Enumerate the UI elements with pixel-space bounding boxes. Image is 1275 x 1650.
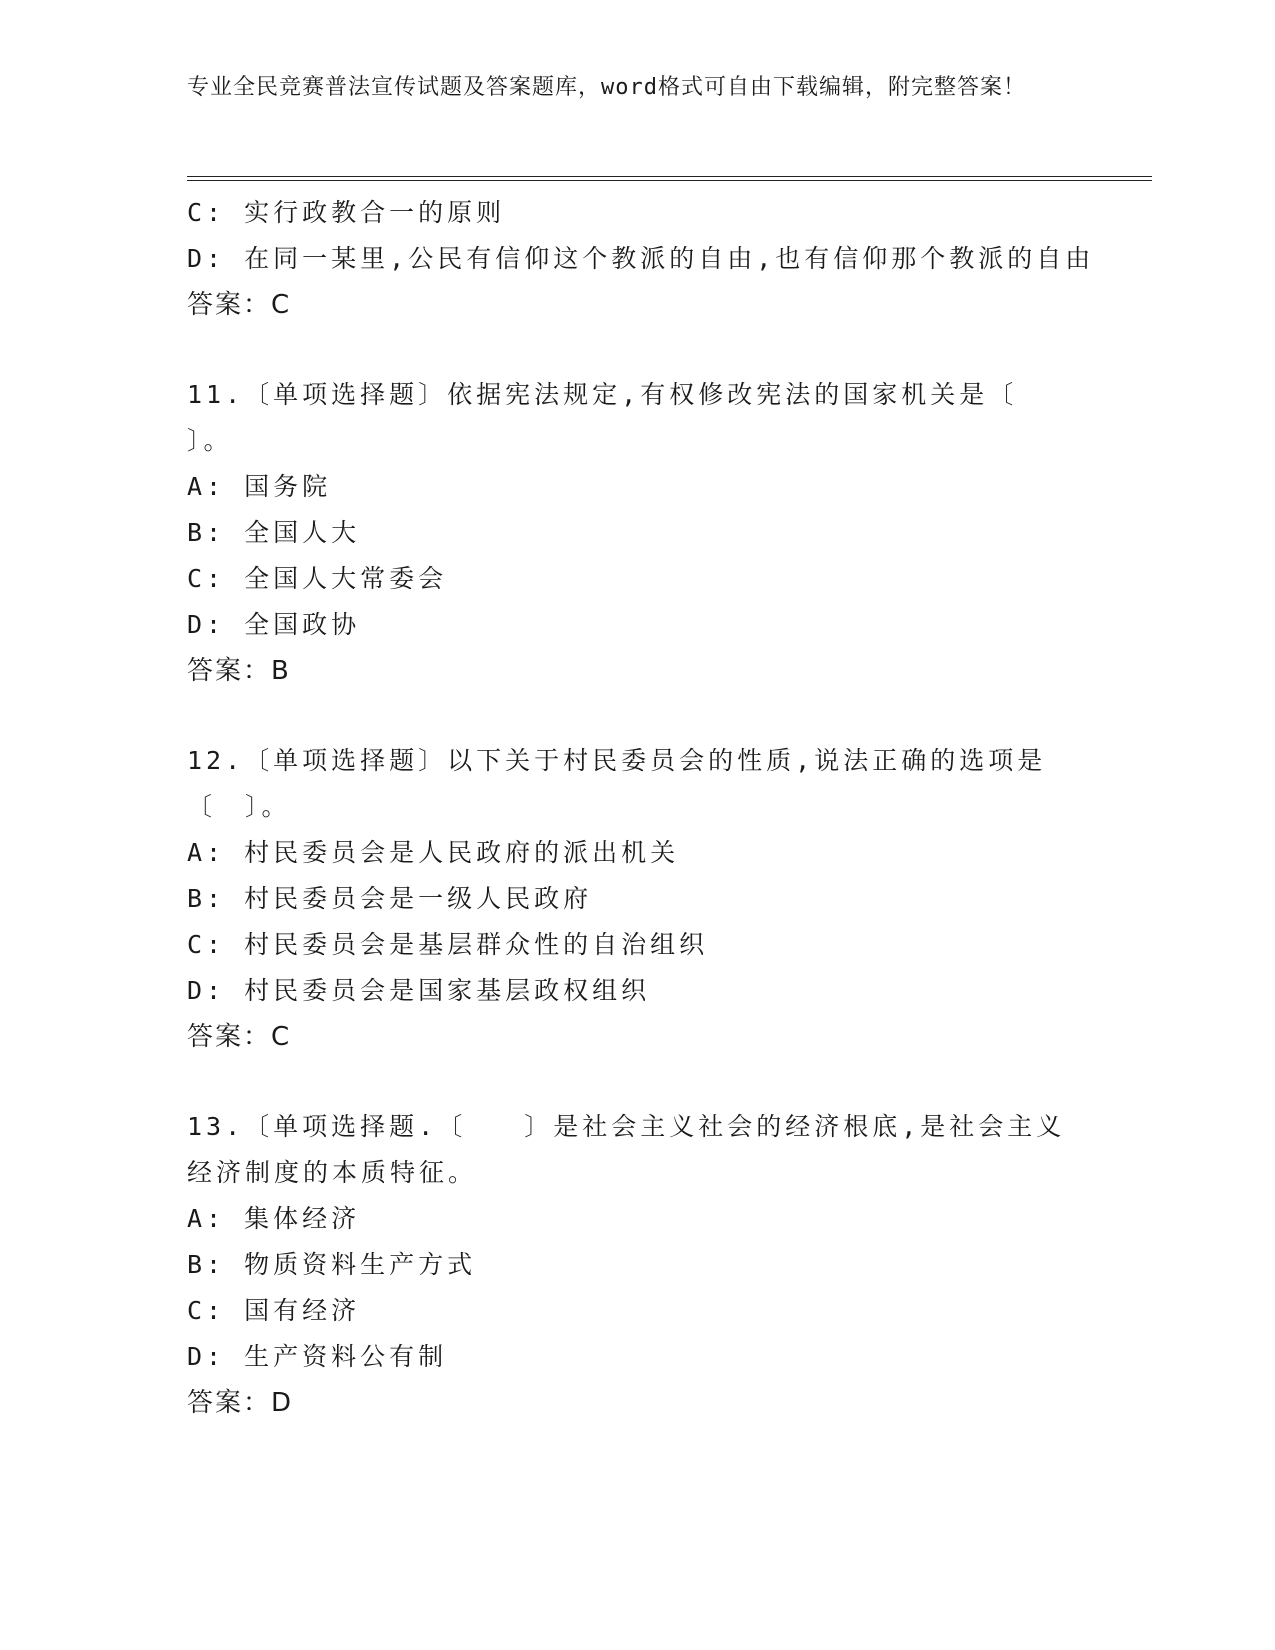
question-list	[187, 190, 1095, 1426]
option-a: A: 国务院	[187, 472, 332, 501]
page-header: 专业全民竞赛普法宣传试题及答案题库，word格式可自由下载编辑，附完整答案！	[187, 75, 1026, 100]
answer-line: 答案：B	[187, 656, 291, 686]
option-a: A: 集体经济	[187, 1204, 361, 1233]
question-stem: 11.〔单项选择题〕依据宪法规定,有权修改宪法的国家机关是〔 〕。	[187, 380, 1076, 455]
option-d: D: 村民委员会是国家基层政权组织	[187, 976, 651, 1005]
option-c: C: 国有经济	[187, 1296, 361, 1325]
question-stem: 12.〔单项选择题〕以下关于村民委员会的性质,说法正确的选项是〔 〕。	[187, 746, 1047, 821]
option-b: B: 村民委员会是一级人民政府	[187, 884, 593, 913]
option-c: C: 全国人大常委会	[187, 564, 448, 593]
option-d: D: 在同一某里,公民有信仰这个教派的自由,也有信仰那个教派的自由	[187, 244, 1095, 273]
answer-line: 答案：C	[187, 290, 292, 320]
option-b: B: 全国人大	[187, 518, 361, 547]
question-block	[187, 738, 1067, 1060]
question-continuation	[187, 190, 1095, 328]
header-divider	[187, 176, 1152, 181]
option-c: C: 实行政教合一的原则	[187, 198, 506, 227]
option-b: B: 物质资料生产方式	[187, 1250, 477, 1279]
question-stem: 13.〔单项选择题.〔 〕是社会主义社会的经济根底,是社会主义经济制度的本质特征。	[187, 1112, 1066, 1187]
option-a: A: 村民委员会是人民政府的派出机关	[187, 838, 680, 867]
option-c: C: 村民委员会是基层群众性的自治组织	[187, 930, 709, 959]
answer-line: 答案：C	[187, 1022, 292, 1052]
answer-line: 答案：D	[187, 1388, 294, 1418]
question-block	[187, 372, 1076, 694]
option-d: D: 全国政协	[187, 610, 361, 639]
option-d: D: 生产资料公有制	[187, 1342, 448, 1371]
question-block	[187, 1104, 1067, 1426]
